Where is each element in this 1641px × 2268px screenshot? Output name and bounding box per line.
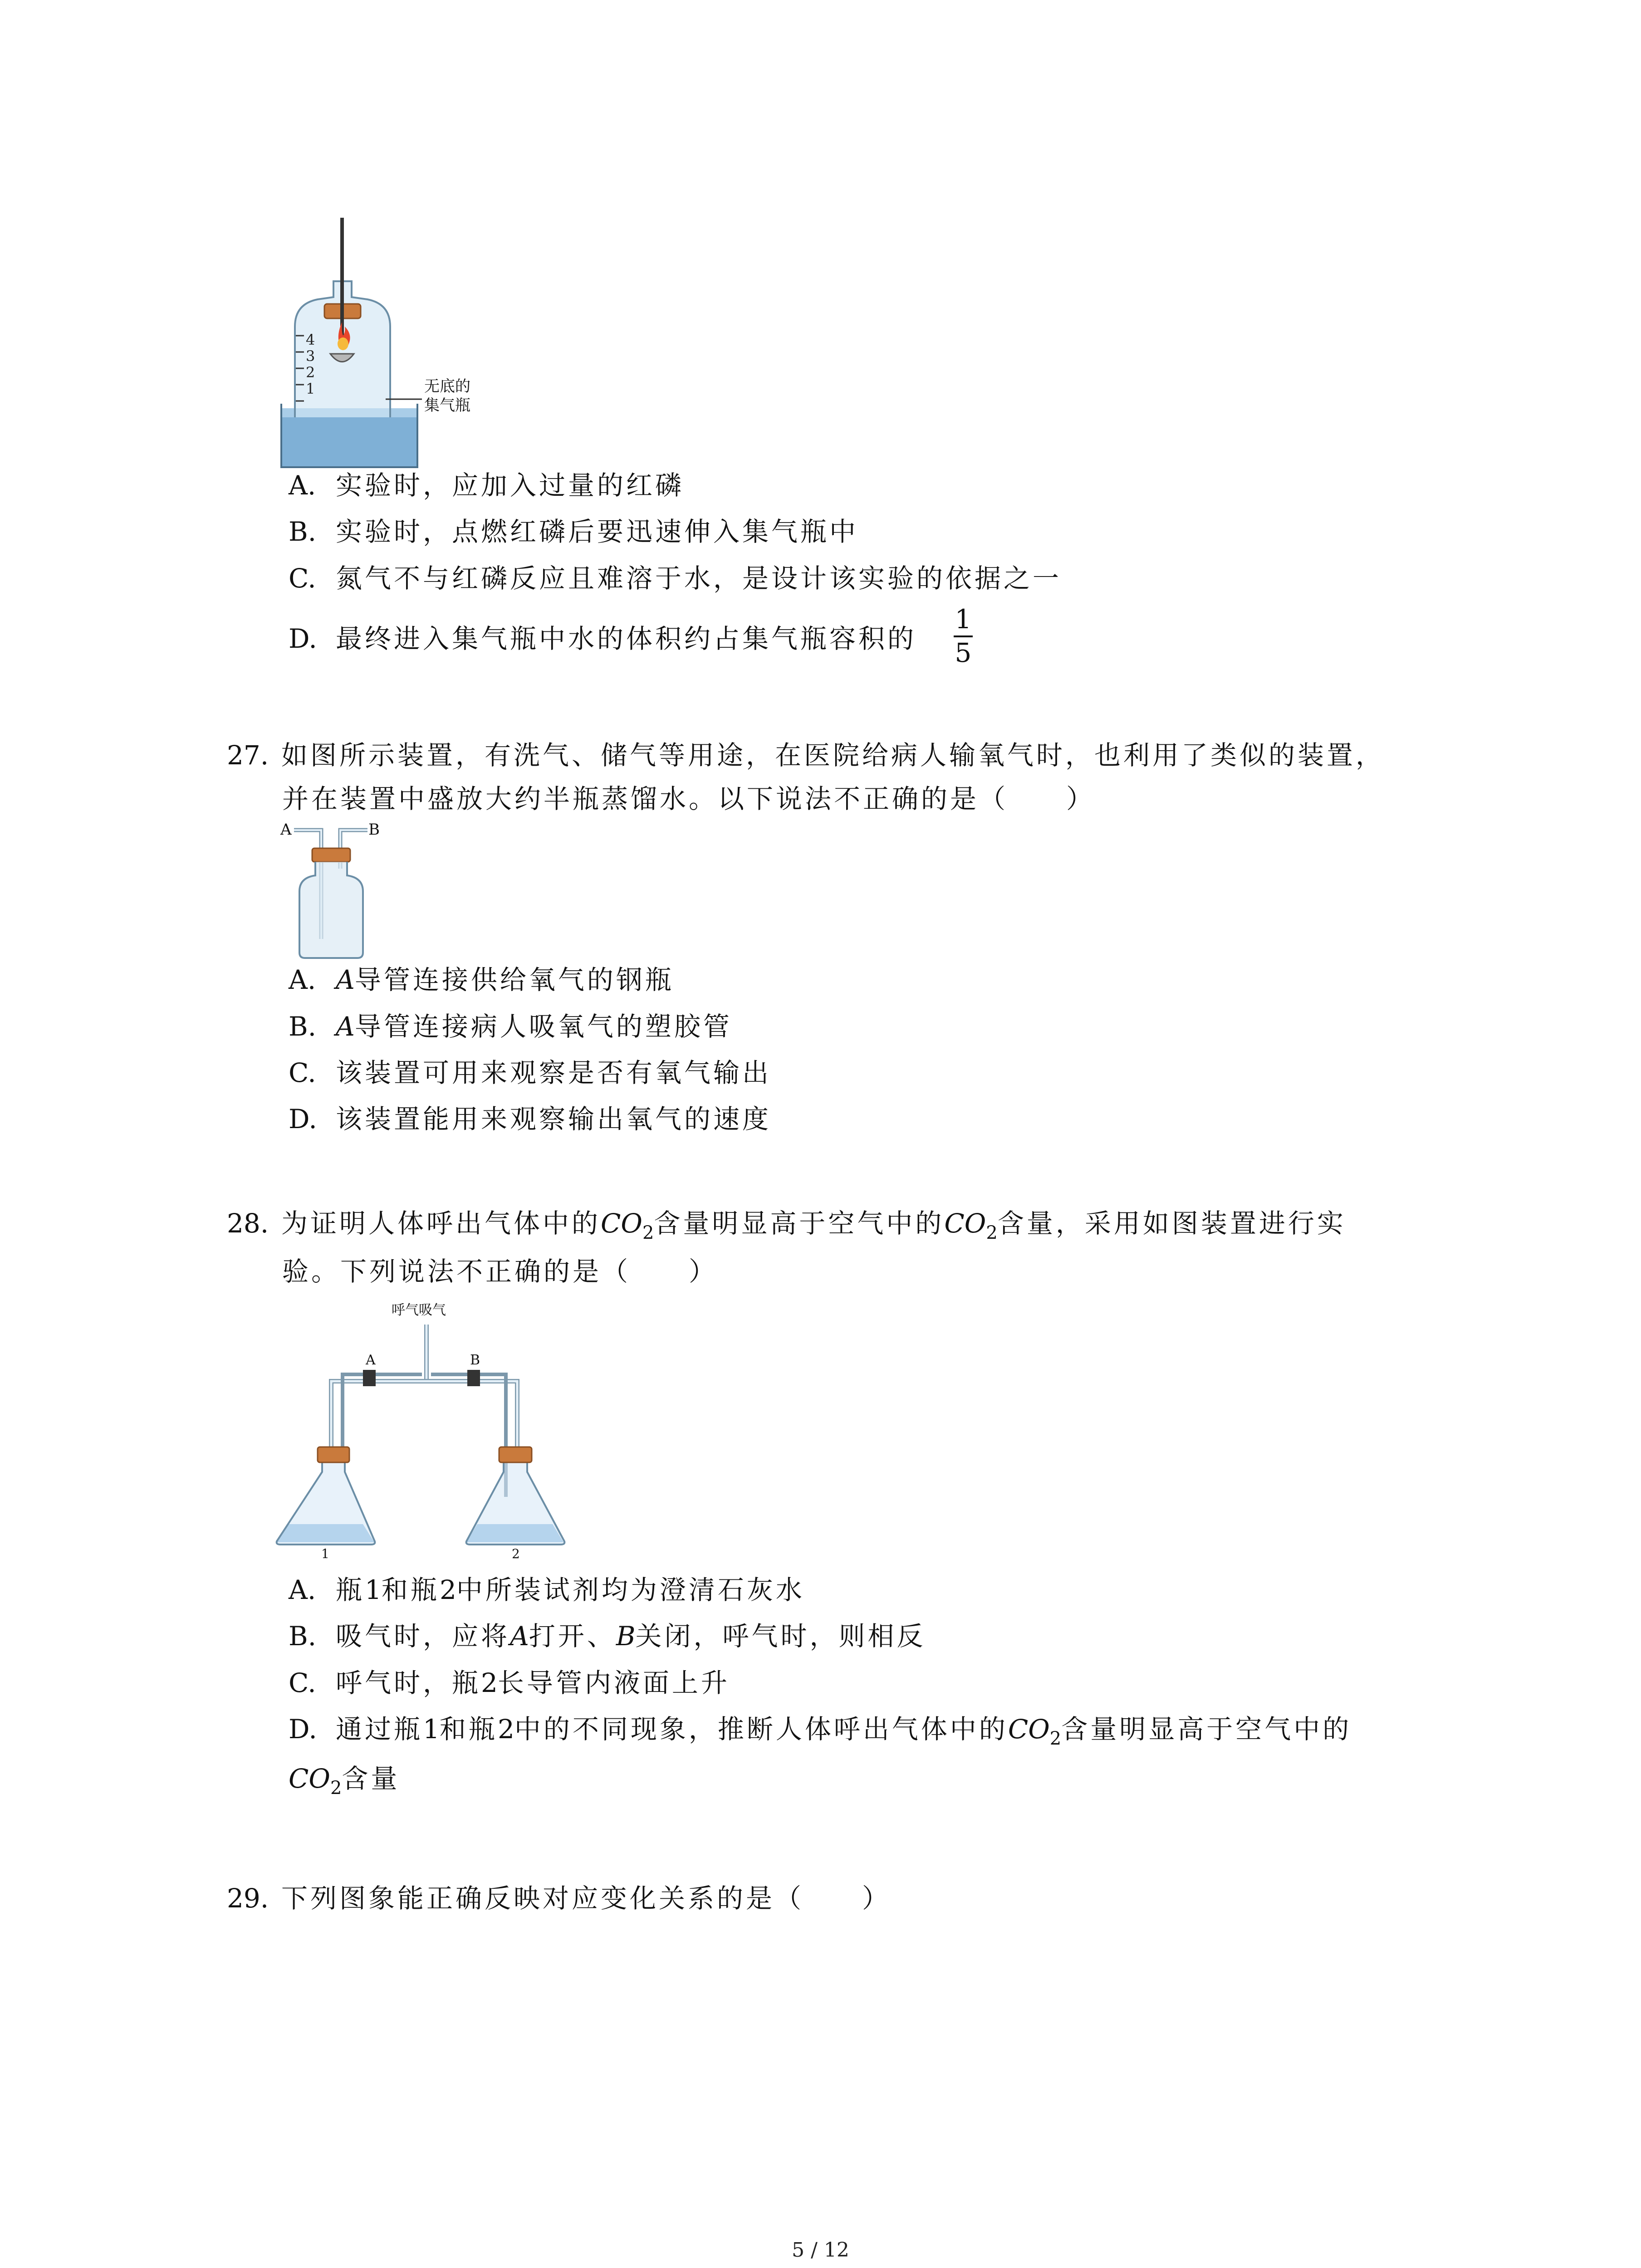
tube-label-a: A xyxy=(280,821,292,839)
bottle-stopper xyxy=(312,848,350,862)
scale-mark-2: 2 xyxy=(306,364,315,381)
q29-stem: 29. 下列图象能正确反映对应变化关系的是（ ） xyxy=(227,1883,892,1914)
q27-option-a[interactable]: A. A导管连接供给氧气的钢瓶 xyxy=(289,964,674,995)
q27-option-c[interactable]: C. 该装置可用来观察是否有氧气输出 xyxy=(289,1057,772,1088)
q28-stem-line2: 验。下列说法不正确的是（ ） xyxy=(282,1256,718,1287)
formula-co2: $CO_2$ xyxy=(289,1763,342,1799)
scale-mark-1: 1 xyxy=(306,380,315,397)
label-gas-jar: 集气瓶 xyxy=(424,396,470,415)
flask-2 xyxy=(466,1447,565,1545)
flask-1 xyxy=(277,1447,375,1545)
q26-apparatus-figure xyxy=(272,213,517,472)
q27-wash-bottle-figure xyxy=(272,816,417,966)
q27-option-b[interactable]: B. A导管连接病人吸氧气的塑胶管 xyxy=(289,1011,732,1042)
q28-option-d[interactable]: D. 通过瓶1和瓶2中的不同现象，推断人体呼出气体中的$CO_2$含量明显高于空气中的 xyxy=(289,1714,1352,1749)
formula-co2: $CO_2$ xyxy=(601,1208,654,1243)
q27-stem-line1: 27. 如图所示装置，有洗气、储气等用途，在医院给病人输氧气时，也利用了类似的装置， xyxy=(227,740,1385,771)
valve-b xyxy=(467,1370,480,1386)
q27-stem-line2: 并在装置中盛放大约半瓶蒸馏水。以下说法不正确的是（ ） xyxy=(282,783,1096,814)
label-bottomless: 无底的 xyxy=(424,377,470,396)
flask-label-2: 2 xyxy=(512,1546,520,1561)
q26-option-d[interactable]: D. 最终进入集气瓶中水的体积约占集气瓶容积的 xyxy=(289,623,917,654)
scale-mark-3: 3 xyxy=(306,347,315,365)
formula-co2: $CO_2$ xyxy=(944,1208,998,1243)
q27-option-d[interactable]: D. 该装置能用来观察输出氧气的速度 xyxy=(289,1104,772,1134)
valve-a xyxy=(363,1370,376,1386)
valve-label-a: A xyxy=(366,1352,376,1368)
q28-breathing-apparatus-figure xyxy=(272,1297,590,1561)
q28-stem-line1: 28. 为证明人体呼出气体中的$CO_2$含量明显高于空气中的$CO_2$含量，采用如图装置进行实 xyxy=(227,1208,1346,1243)
q28-option-a[interactable]: A. 瓶1和瓶2中所装试剂均为澄清石灰水 xyxy=(289,1574,805,1605)
flask-label-1: 1 xyxy=(321,1546,329,1561)
tube-label-b: B xyxy=(368,821,380,839)
q26-option-a[interactable]: A. 实验时，应加入过量的红磷 xyxy=(289,470,685,501)
valve-label-b: B xyxy=(470,1352,480,1368)
page-number: 5 / 12 xyxy=(792,2239,849,2262)
q28-option-b[interactable]: B. 吸气时，应将A打开、B关闭，呼气时，则相反 xyxy=(289,1621,926,1652)
q26-option-b[interactable]: B. 实验时，点燃红磷后要迅速伸入集气瓶中 xyxy=(289,516,859,547)
q28-option-c[interactable]: C. 呼气时，瓶2长导管内液面上升 xyxy=(289,1667,730,1698)
gas-wash-bottle xyxy=(299,862,363,958)
connecting-tube xyxy=(331,1381,517,1447)
q26-option-c[interactable]: C. 氮气不与红磷反应且难溶于水，是设计该实验的依据之一 xyxy=(289,563,1062,594)
scale-mark-4: 4 xyxy=(306,331,315,348)
formula-co2: $CO_2$ xyxy=(1008,1714,1062,1749)
label-exhale-inhale: 呼气吸气 xyxy=(392,1302,446,1318)
trough-water xyxy=(281,413,417,467)
q28-option-d-continued: $CO_2$含量 xyxy=(289,1763,400,1799)
